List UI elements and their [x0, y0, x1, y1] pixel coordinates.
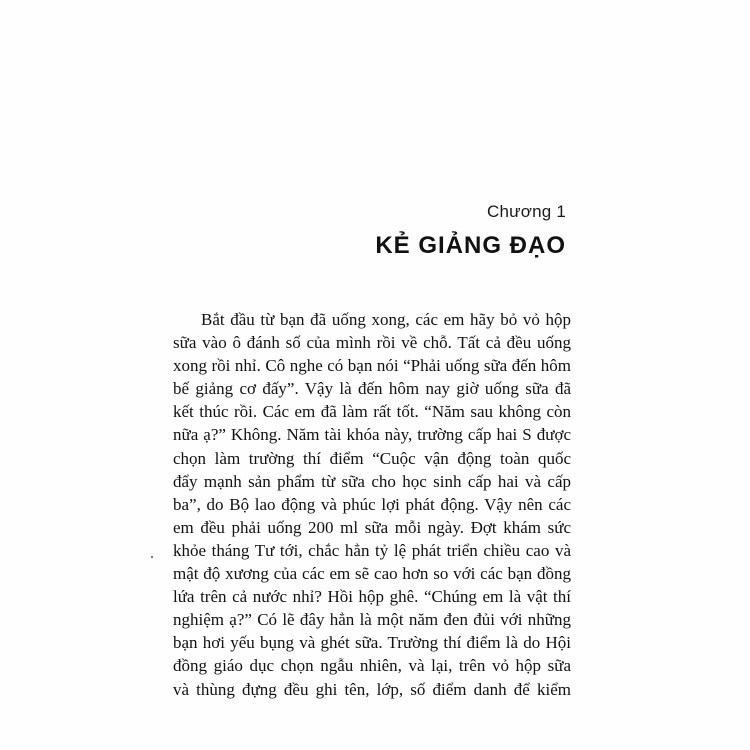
scan-speck — [151, 556, 153, 558]
body-line: bế giảng cơ đấy”. Vậy là đến hôm nay giờ uống sữa đã — [173, 379, 571, 399]
body-line: lứa trên cả nước nhỉ? Hồi hộp ghê. “Chúng em là vật thí — [173, 587, 571, 607]
body-line: chọn làm trường thí điểm “Cuộc vận động toàn quốc — [173, 448, 571, 468]
body-line: mật độ xương của các em sẽ cao hơn so với các bạn đồng — [173, 564, 571, 584]
chapter-body — [173, 308, 571, 701]
body-line: Bắt đầu từ bạn đã uống xong, các em hãy bỏ vỏ hộp — [201, 310, 571, 329]
body-line: xong rồi nhỉ. Cô nghe có bạn nói “Phải uống sữa đến hôm — [173, 356, 571, 376]
body-line: và thùng đựng đều ghi tên, lớp, số điểm danh để kiểm — [173, 679, 571, 699]
chapter-label: Chương 1 — [487, 202, 566, 221]
body-line: khỏe tháng Tư tới, chắc hẳn tỷ lệ phát triển chiều cao và — [173, 540, 571, 560]
body-line: ba”, do Bộ lao động và phúc lợi phát động. Vậy nên các — [173, 494, 571, 514]
body-line: đồng giáo dục chọn ngẫu nhiên, và lại, trên vỏ hộp sữa — [173, 656, 571, 676]
body-line: nữa ạ?” Không. Năm tài khóa này, trường cấp hai S được — [173, 425, 571, 445]
body-line: kết thúc rồi. Các em đã làm rất tốt. “Năm sau không còn — [173, 402, 571, 422]
body-line: sữa vào ô đánh số của mình rồi về chỗ. Tất cả đều uống — [173, 333, 571, 353]
body-line: em đều phải uống 200 ml sữa mỗi ngày. Đợt khám sức — [173, 517, 571, 537]
body-line: nghiệm ạ?” Có lẽ đây hẳn là một năm đen đủi với những — [173, 610, 571, 630]
body-line: đẩy mạnh sản phẩm từ sữa cho học sinh cấp hai và cấp — [173, 471, 571, 491]
body-line: bạn hơi yếu bụng và ghét sữa. Trường thí điểm là do Hội — [173, 633, 571, 653]
chapter-title: KẺ GIẢNG ĐẠO — [375, 232, 566, 259]
